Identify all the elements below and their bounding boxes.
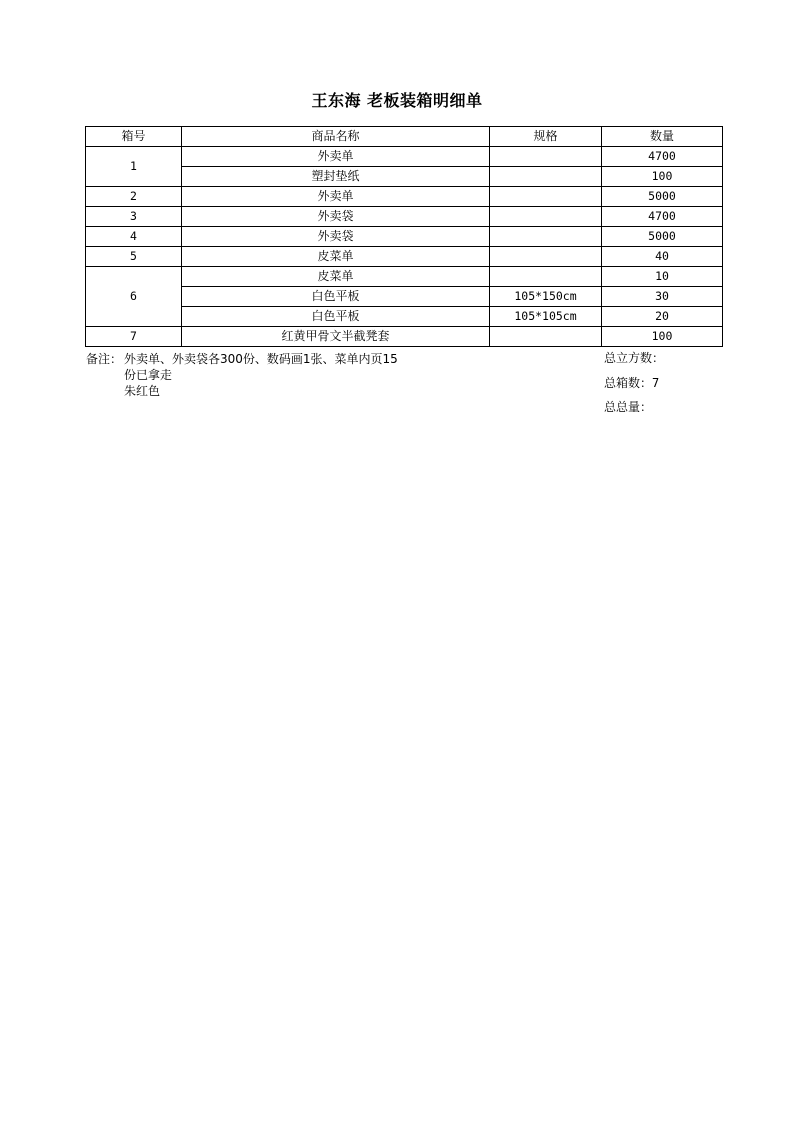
product-name-cell: 塑封垫纸 (182, 167, 490, 187)
quantity-cell: 5000 (602, 227, 723, 247)
quantity-cell: 100 (602, 327, 723, 347)
spec-cell (490, 327, 602, 347)
header-product-name: 商品名称 (182, 127, 490, 147)
box-number-cell: 5 (86, 247, 182, 267)
spec-cell (490, 207, 602, 227)
table-header-row (86, 127, 723, 147)
table-row (86, 287, 723, 307)
product-name-cell: 皮菜单 (182, 267, 490, 287)
quantity-cell: 4700 (602, 147, 723, 167)
notes-label: 备注： (86, 352, 123, 366)
total-boxes-label: 总箱数： (604, 376, 653, 390)
spec-cell (490, 227, 602, 247)
table-row (86, 247, 723, 267)
page-title: 王东海 老板装箱明细单 (311, 91, 483, 110)
summary-total-boxes (604, 374, 659, 391)
notes-line: 外卖单、外卖袋各300份、数码画1张、菜单内页15 (124, 352, 398, 366)
quantity-cell: 40 (602, 247, 723, 267)
product-name-cell: 白色平板 (182, 307, 490, 327)
product-name-cell: 外卖袋 (182, 207, 490, 227)
table-row (86, 167, 723, 187)
table-row (86, 327, 723, 347)
table-row (86, 267, 723, 287)
product-name-cell: 外卖袋 (182, 227, 490, 247)
quantity-cell: 10 (602, 267, 723, 287)
spec-cell (490, 247, 602, 267)
table-row (86, 227, 723, 247)
packing-table (85, 126, 723, 347)
product-name-cell: 外卖单 (182, 187, 490, 207)
summary-total-volume (604, 349, 664, 366)
table-row (86, 147, 723, 167)
quantity-cell: 5000 (602, 187, 723, 207)
box-number-cell: 1 (86, 147, 182, 187)
product-name-cell: 白色平板 (182, 287, 490, 307)
table-row (86, 307, 723, 327)
notes-line: 份已拿走 (124, 368, 173, 382)
quantity-cell: 20 (602, 307, 723, 327)
box-number-cell: 4 (86, 227, 182, 247)
box-number-cell: 7 (86, 327, 182, 347)
table-row (86, 187, 723, 207)
product-name-cell: 红黄甲骨文半截凳套 (182, 327, 490, 347)
spec-cell: 105*150cm (490, 287, 602, 307)
spec-cell (490, 187, 602, 207)
product-name-cell: 皮菜单 (182, 247, 490, 267)
spec-cell (490, 267, 602, 287)
spec-cell: 105*105cm (490, 307, 602, 327)
header-quantity: 数量 (602, 127, 723, 147)
table-row (86, 207, 723, 227)
quantity-cell: 30 (602, 287, 723, 307)
notes-line: 朱红色 (124, 384, 161, 398)
quantity-cell: 100 (602, 167, 723, 187)
quantity-cell: 4700 (602, 207, 723, 227)
spec-cell (490, 167, 602, 187)
total-weight-label: 总总量： (604, 400, 653, 414)
notes-text (124, 351, 424, 399)
spec-cell (490, 147, 602, 167)
product-name-cell: 外卖单 (182, 147, 490, 167)
box-number-cell: 2 (86, 187, 182, 207)
box-number-cell: 3 (86, 207, 182, 227)
box-number-cell: 6 (86, 267, 182, 327)
header-box-no: 箱号 (86, 127, 182, 147)
header-spec: 规格 (490, 127, 602, 147)
total-boxes-value: 7 (652, 376, 660, 390)
summary-total-weight (604, 398, 652, 415)
total-volume-label: 总立方数： (604, 351, 665, 365)
